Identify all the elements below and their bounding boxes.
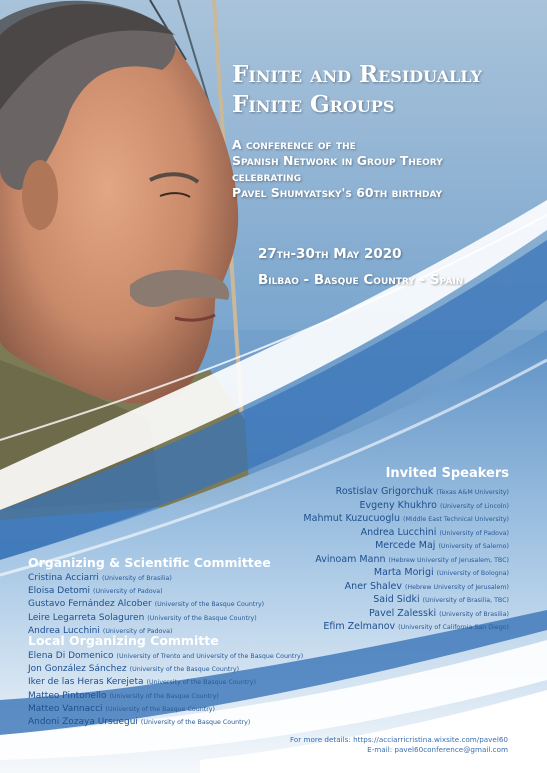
person-row (189, 500, 509, 514)
person-affiliation: (University of Padova) (93, 588, 163, 596)
subtitle-line: Spanish Network in Group Theory (232, 153, 443, 168)
details-link[interactable]: For more details: https://acciarricristina.wixsite.com/pavel60 (290, 735, 508, 744)
title-line-2: Finite Groups (232, 91, 395, 118)
person-row (28, 585, 358, 598)
person-affiliation: (University of California San Diego) (398, 624, 509, 631)
person-row (28, 663, 358, 676)
person-affiliation: (University of the Basque Country) (129, 666, 240, 674)
person-name: Elena Di Domenico (28, 651, 114, 661)
person-affiliation: (University of the Basque Country) (105, 705, 215, 713)
person-affiliation: (University of Lincoln) (439, 502, 509, 510)
person-name: Marta Morigi (373, 567, 434, 578)
organizing-committee-heading: Organizing & Scientific Committee (28, 555, 271, 570)
person-affiliation: (University of Padova) (439, 529, 509, 537)
subtitle-line: A conference of the (232, 137, 356, 152)
person-affiliation: (University of Brasilia, TBC) (422, 597, 509, 604)
person-affiliation: (University of the Basque Country) (140, 719, 251, 727)
person-affiliation: (University of Bologna) (436, 570, 509, 577)
person-name: Matteo Pintonello (28, 690, 107, 701)
person-name: Gustavo Fernández Alcober (28, 599, 152, 610)
person-row (28, 572, 358, 585)
person-name: Andoni Zozaya Ursuegui (28, 717, 138, 728)
footer-contact (290, 735, 508, 755)
person-row (28, 716, 358, 729)
person-row (189, 513, 509, 527)
person-affiliation: (University of Salerno) (438, 543, 509, 550)
person-row (28, 703, 358, 716)
person-name: Mahmut Kuzucuoglu (303, 513, 401, 524)
person-affiliation: (University of the Basque Country) (146, 679, 256, 687)
local-committee-section (28, 633, 358, 729)
local-committee-heading: Local Organizing Committe (28, 633, 219, 648)
person-affiliation: (Texas A&M University) (436, 489, 509, 496)
person-affiliation: (Hebrew University of Jerusalem) (404, 583, 509, 591)
person-row (28, 676, 358, 689)
person-affiliation: (Hebrew University of Jerusalem, TBC) (388, 556, 509, 564)
person-affiliation: (University of the Basque Country) (147, 614, 257, 622)
person-name: Matteo Vannacci (28, 703, 103, 714)
person-name: Rostislav Grigorchuk (335, 486, 434, 497)
person-row (189, 540, 509, 554)
person-name: Evgeny Khukhro (359, 499, 437, 511)
person-row (28, 598, 358, 611)
person-name: Jon González Sánchez (28, 664, 127, 675)
person-row (28, 650, 358, 663)
person-name: Aner Shalev (344, 580, 402, 592)
conference-date: 27th-30th May 2020 (258, 246, 402, 262)
person-name: Avinoam Mann (315, 553, 386, 565)
person-affiliation: (University of Brasilia) (439, 610, 509, 618)
person-name: Leire Legarreta Solaguren (28, 612, 145, 623)
person-name: Andrea Lucchini (360, 526, 437, 538)
person-affiliation: (University of the Basque Country) (109, 692, 219, 700)
conference-location: Bilbao - Basque Country - Spain (258, 272, 464, 288)
person-name: Efim Zelmanov (323, 621, 396, 632)
local-committee-list (28, 650, 358, 729)
subtitle-line: Pavel Shumyatsky's 60th birthday (232, 185, 443, 200)
person-affiliation: (Middle East Technical University) (403, 516, 509, 523)
person-name: Andrea Lucchini (28, 625, 100, 636)
title-line-1: Finite and Residually (232, 61, 482, 88)
person-name: Said Sidki (373, 594, 420, 605)
person-affiliation: (University of the Basque Country) (154, 601, 265, 609)
organizing-committee-list (28, 572, 358, 638)
person-name: Pavel Zalesski (368, 607, 437, 619)
person-name: Cristina Acciarri (28, 573, 99, 583)
subtitle-line: celebrating (232, 169, 302, 184)
person-row (189, 486, 509, 500)
person-affiliation: (University of Trento and University of the Basque Country) (116, 653, 304, 660)
person-row (189, 527, 509, 541)
person-name: Mercede Maj (375, 540, 436, 551)
person-name: Iker de las Heras Kerejeta (28, 677, 144, 688)
conference-subtitle (232, 137, 443, 201)
person-row (28, 690, 358, 703)
email-link[interactable]: E-mail: pavel60conference@gmail.com (367, 745, 508, 754)
person-affiliation: (University of Brasilia) (101, 575, 172, 582)
invited-speakers-heading: Invited Speakers (385, 466, 509, 481)
organizing-committee-section (28, 555, 358, 638)
person-name: Eloisa Detomi (28, 586, 91, 597)
person-affiliation: (University of Padova) (102, 627, 173, 635)
person-row (28, 612, 358, 625)
conference-title (232, 60, 482, 120)
